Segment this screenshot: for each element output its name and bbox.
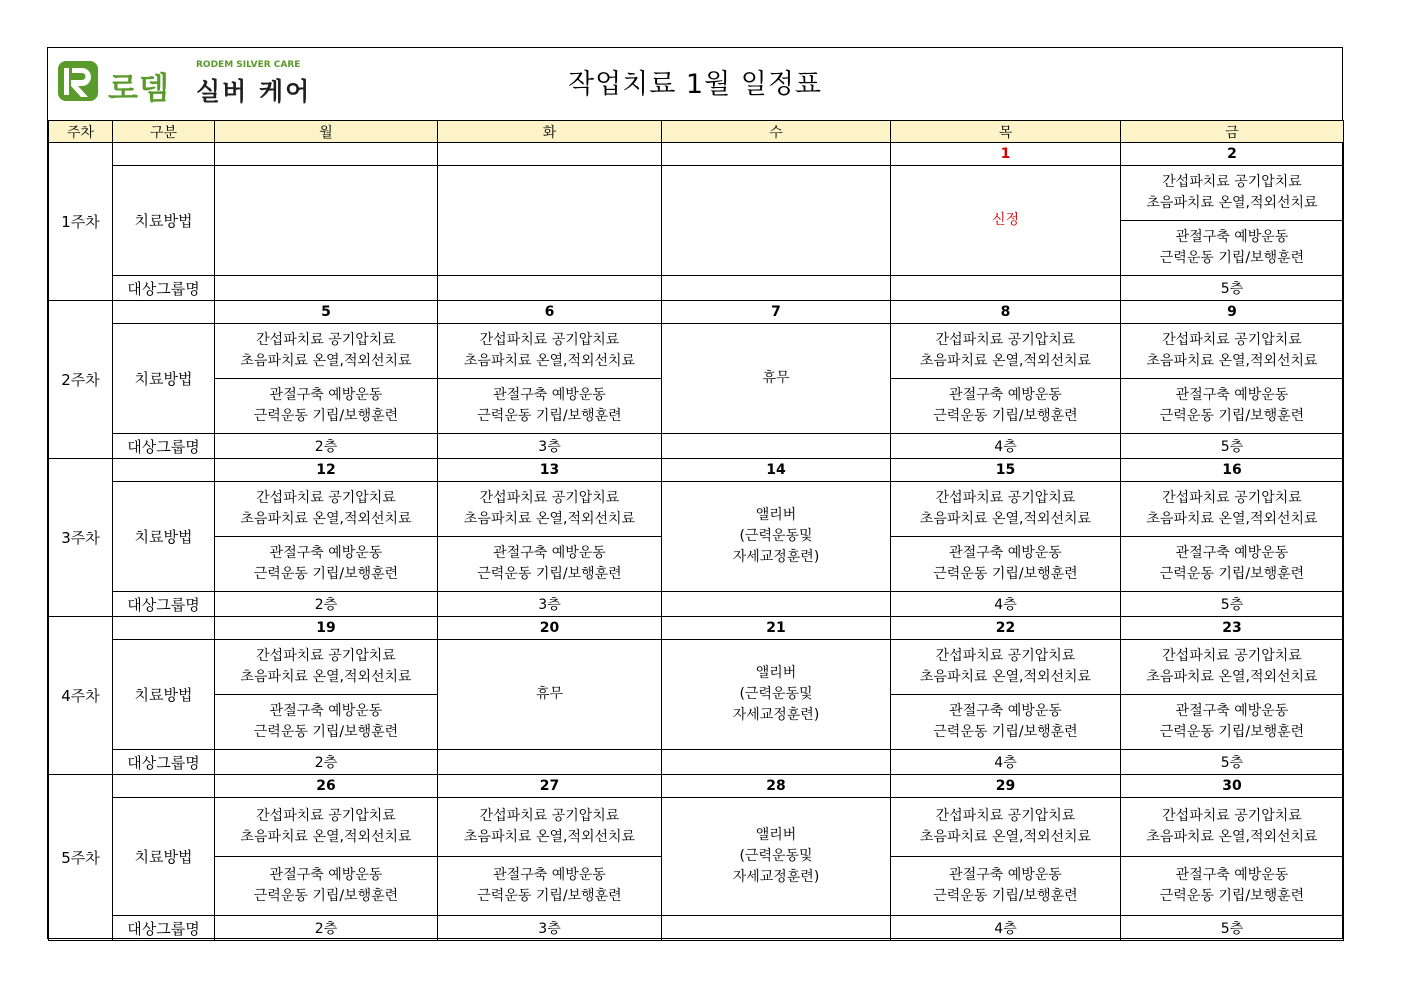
therapy-text: 간섭파치료 공기압치료 (1162, 332, 1302, 348)
week5-date-row (49, 775, 1344, 798)
date-cell: 7 (662, 301, 891, 324)
therapy-text: 간섭파치료 공기압치료 (935, 332, 1076, 348)
group-cell: 2층 (215, 592, 438, 617)
therapy-text: 초음파치료 온열,적외선치료 (463, 511, 636, 527)
therapy-cell-b (215, 857, 438, 916)
header-wed: 수 (662, 121, 891, 143)
group-label: 대상그룹명 (113, 750, 215, 775)
method-label: 치료방법 (113, 166, 215, 276)
date-cell: 20 (438, 617, 662, 640)
group-cell: 2층 (215, 916, 438, 941)
therapy-cell-a (215, 324, 438, 379)
therapy-text: 근력운동 기립/보행훈련 (253, 408, 399, 424)
therapy-text: 초음파치료 온열,적외선치료 (240, 353, 412, 369)
week4-group-row (49, 750, 1344, 775)
group-label: 대상그룹명 (113, 276, 215, 301)
therapy-cell-a (891, 798, 1121, 857)
off-text: 휴무 (535, 686, 564, 702)
week4-date-row (49, 617, 1344, 640)
group-cell: 5층 (1121, 276, 1344, 301)
method-label: 치료방법 (113, 482, 215, 592)
header-mon: 월 (215, 121, 438, 143)
off-cell (662, 324, 891, 434)
group-label: 대상그룹명 (113, 592, 215, 617)
week-label: 2주차 (49, 301, 113, 459)
therapy-cell-b (1121, 221, 1344, 276)
therapy-text: 관절구축 예방운동 (949, 703, 1062, 719)
therapy-cell-empty (215, 166, 438, 276)
date-row-label (113, 775, 215, 798)
therapy-text: 관절구축 예방운동 (269, 703, 383, 719)
group-cell: 3층 (438, 434, 662, 459)
therapy-text: 근력운동 기립/보행훈련 (1159, 566, 1305, 582)
date-cell (662, 143, 891, 166)
therapy-cell-empty (662, 166, 891, 276)
therapy-text: 근력운동 기립/보행훈련 (253, 888, 399, 904)
group-cell (662, 434, 891, 459)
therapy-text: 근력운동 기립/보행훈련 (933, 724, 1078, 740)
group-cell: 2층 (215, 434, 438, 459)
week2-therapy-row (49, 324, 1344, 379)
therapy-text: 간섭파치료 공기압치료 (479, 490, 620, 506)
date-cell: 5 (215, 301, 438, 324)
therapy-text: 관절구축 예방운동 (493, 387, 606, 403)
week-label: 4주차 (49, 617, 113, 775)
therapy-cell-a (438, 482, 662, 537)
date-cell: 22 (891, 617, 1121, 640)
group-cell: 2층 (215, 750, 438, 775)
therapy-text: 간섭파치료 공기압치료 (479, 808, 620, 824)
therapy-text: 관절구축 예방운동 (1175, 545, 1289, 561)
therapy-text: 근력운동 기립/보행훈련 (253, 566, 399, 582)
date-cell: 15 (891, 459, 1121, 482)
header-thu: 목 (891, 121, 1121, 143)
group-cell: 5층 (1121, 434, 1344, 459)
therapy-text: 관절구축 예방운동 (1175, 867, 1289, 883)
date-cell: 29 (891, 775, 1121, 798)
group-cell: 5층 (1121, 750, 1344, 775)
group-cell: 4층 (891, 750, 1121, 775)
therapy-text: 근력운동 기립/보행훈련 (477, 408, 622, 424)
date-cell: 30 (1121, 775, 1344, 798)
therapy-cell-a (891, 324, 1121, 379)
elliver-text: (근력운동및 (739, 848, 813, 864)
therapy-cell-b (438, 537, 662, 592)
therapy-text: 간섭파치료 공기압치료 (935, 648, 1076, 664)
therapy-cell-b (891, 379, 1121, 434)
therapy-text: 관절구축 예방운동 (949, 545, 1062, 561)
date-cell: 27 (438, 775, 662, 798)
date-row-label (113, 143, 215, 166)
elliver-cell (662, 640, 891, 750)
therapy-text: 근력운동 기립/보행훈련 (1159, 408, 1305, 424)
therapy-text: 근력운동 기립/보행훈련 (477, 566, 622, 582)
date-cell (438, 143, 662, 166)
schedule-table (48, 120, 1344, 941)
therapy-text: 근력운동 기립/보행훈련 (1159, 724, 1305, 740)
therapy-cell-a (215, 482, 438, 537)
therapy-text: 관절구축 예방운동 (269, 387, 383, 403)
page-title: 작업치료 1월 일정표 (568, 69, 822, 100)
group-cell (662, 750, 891, 775)
therapy-cell-a (891, 482, 1121, 537)
week1-therapy-row (49, 166, 1344, 221)
off-cell (438, 640, 662, 750)
elliver-text: 자세교정훈련) (732, 549, 820, 565)
therapy-cell-b (891, 857, 1121, 916)
therapy-text: 관절구축 예방운동 (493, 867, 606, 883)
group-cell (438, 276, 662, 301)
group-label: 대상그룹명 (113, 916, 215, 941)
elliver-text: (근력운동및 (739, 528, 813, 544)
date-cell-holiday: 1 (891, 143, 1121, 166)
logo-english-name: RODEM SILVER CARE (196, 60, 301, 70)
date-cell: 6 (438, 301, 662, 324)
week-label: 5주차 (49, 775, 113, 941)
therapy-text: 간섭파치료 공기압치료 (935, 490, 1076, 506)
date-row-label (113, 301, 215, 324)
therapy-text: 초음파치료 온열,적외선치료 (1146, 669, 1318, 685)
therapy-text: 관절구축 예방운동 (269, 545, 383, 561)
therapy-cell-a (1121, 640, 1344, 695)
therapy-text: 간섭파치료 공기압치료 (479, 332, 620, 348)
therapy-cell-a (438, 798, 662, 857)
week1-group-row (49, 276, 1344, 301)
group-cell (662, 916, 891, 941)
therapy-text: 관절구축 예방운동 (949, 387, 1062, 403)
group-cell: 4층 (891, 916, 1121, 941)
logo-korean-subtitle: 실버 케어 (196, 77, 312, 106)
group-label: 대상그룹명 (113, 434, 215, 459)
therapy-text: 초음파치료 온열,적외선치료 (1146, 829, 1318, 845)
week5-group-row (49, 916, 1344, 941)
therapy-text: 관절구축 예방운동 (1175, 229, 1289, 245)
therapy-cell-a (438, 324, 662, 379)
week2-date-row (49, 301, 1344, 324)
therapy-text: 초음파치료 온열,적외선치료 (1146, 511, 1318, 527)
date-row-label (113, 617, 215, 640)
therapy-text: 간섭파치료 공기압치료 (256, 332, 396, 348)
date-cell: 28 (662, 775, 891, 798)
therapy-text: 간섭파치료 공기압치료 (1162, 490, 1302, 506)
week1-date-row (49, 143, 1344, 166)
date-cell: 2 (1121, 143, 1344, 166)
date-cell: 8 (891, 301, 1121, 324)
date-cell: 13 (438, 459, 662, 482)
date-cell (215, 143, 438, 166)
therapy-text: 관절구축 예방운동 (1175, 387, 1289, 403)
logo-korean-name: 로뎀 (108, 71, 170, 107)
elliver-text: 앨리버 (755, 827, 797, 843)
week3-therapy-row (49, 482, 1344, 537)
therapy-text: 간섭파치료 공기압치료 (1162, 648, 1302, 664)
therapy-text: 근력운동 기립/보행훈련 (253, 724, 399, 740)
group-cell (662, 276, 891, 301)
therapy-cell-b (891, 537, 1121, 592)
therapy-text: 관절구축 예방운동 (1175, 703, 1289, 719)
therapy-cell-a (891, 640, 1121, 695)
group-cell (215, 276, 438, 301)
therapy-text: 초음파치료 온열,적외선치료 (240, 511, 412, 527)
elliver-text: 앨리버 (755, 665, 797, 681)
group-cell: 4층 (891, 434, 1121, 459)
week4-therapy-row (49, 640, 1344, 695)
elliver-text: 자세교정훈련) (732, 869, 820, 885)
therapy-cell-b (1121, 695, 1344, 750)
holiday-cell (891, 166, 1121, 276)
therapy-text: 근력운동 기립/보행훈련 (933, 566, 1078, 582)
therapy-cell-a (1121, 166, 1344, 221)
therapy-text: 초음파치료 온열,적외선치료 (1146, 353, 1318, 369)
therapy-text: 간섭파치료 공기압치료 (256, 648, 396, 664)
schedule-sheet (47, 47, 1343, 939)
therapy-cell-b (215, 537, 438, 592)
therapy-text: 초음파치료 온열,적외선치료 (919, 353, 1092, 369)
group-cell: 3층 (438, 592, 662, 617)
week-label: 1주차 (49, 143, 113, 301)
therapy-cell-a (1121, 482, 1344, 537)
date-cell: 26 (215, 775, 438, 798)
therapy-text: 근력운동 기립/보행훈련 (1159, 250, 1305, 266)
elliver-cell (662, 798, 891, 916)
therapy-text: 간섭파치료 공기압치료 (1162, 174, 1302, 190)
therapy-text: 관절구축 예방운동 (949, 867, 1062, 883)
therapy-text: 초음파치료 온열,적외선치료 (240, 669, 412, 685)
therapy-text: 초음파치료 온열,적외선치료 (463, 829, 636, 845)
date-cell: 21 (662, 617, 891, 640)
therapy-text: 관절구축 예방운동 (493, 545, 606, 561)
elliver-text: (근력운동및 (739, 686, 813, 702)
therapy-cell-b (1121, 857, 1344, 916)
therapy-text: 근력운동 기립/보행훈련 (933, 888, 1078, 904)
therapy-text: 초음파치료 온열,적외선치료 (919, 511, 1092, 527)
therapy-text: 초음파치료 온열,적외선치료 (919, 669, 1092, 685)
therapy-text: 근력운동 기립/보행훈련 (933, 408, 1078, 424)
therapy-text: 관절구축 예방운동 (269, 867, 383, 883)
group-cell: 3층 (438, 916, 662, 941)
header-tue: 화 (438, 121, 662, 143)
date-cell: 19 (215, 617, 438, 640)
therapy-text: 간섭파치료 공기압치료 (256, 490, 396, 506)
week5-therapy-row (49, 798, 1344, 857)
group-cell: 5층 (1121, 916, 1344, 941)
therapy-cell-a (215, 798, 438, 857)
elliver-text: 앨리버 (755, 507, 797, 523)
group-cell (891, 276, 1121, 301)
therapy-text: 초음파치료 온열,적외선치료 (240, 829, 412, 845)
header-row (49, 121, 1344, 143)
group-cell (438, 750, 662, 775)
therapy-text: 간섭파치료 공기압치료 (1162, 808, 1302, 824)
therapy-cell-a (1121, 798, 1344, 857)
therapy-cell-b (438, 857, 662, 916)
group-cell: 5층 (1121, 592, 1344, 617)
group-cell (662, 592, 891, 617)
therapy-text: 근력운동 기립/보행훈련 (477, 888, 622, 904)
elliver-text: 자세교정훈련) (732, 707, 820, 723)
therapy-cell-b (1121, 379, 1344, 434)
therapy-text: 초음파치료 온열,적외선치료 (919, 829, 1092, 845)
date-cell: 23 (1121, 617, 1344, 640)
therapy-cell-b (215, 695, 438, 750)
therapy-text: 초음파치료 온열,적외선치료 (463, 353, 636, 369)
therapy-cell-b (1121, 537, 1344, 592)
therapy-cell-b (891, 695, 1121, 750)
elliver-cell (662, 482, 891, 592)
header-fri: 금 (1121, 121, 1344, 143)
off-text: 휴무 (762, 370, 790, 386)
therapy-text: 근력운동 기립/보행훈련 (1159, 888, 1305, 904)
method-label: 치료방법 (113, 324, 215, 434)
header-category: 구분 (113, 121, 215, 143)
therapy-text: 간섭파치료 공기압치료 (935, 808, 1076, 824)
therapy-cell-a (215, 640, 438, 695)
title-bar (48, 48, 1342, 120)
week2-group-row (49, 434, 1344, 459)
therapy-cell-b (438, 379, 662, 434)
date-row-label (113, 459, 215, 482)
week3-group-row (49, 592, 1344, 617)
method-label: 치료방법 (113, 640, 215, 750)
holiday-text: 신정 (991, 212, 1020, 228)
therapy-text: 초음파치료 온열,적외선치료 (1146, 195, 1318, 211)
header-week: 주차 (49, 121, 113, 143)
date-cell: 12 (215, 459, 438, 482)
therapy-text: 간섭파치료 공기압치료 (256, 808, 396, 824)
therapy-cell-empty (438, 166, 662, 276)
date-cell: 14 (662, 459, 891, 482)
group-cell: 4층 (891, 592, 1121, 617)
week3-date-row (49, 459, 1344, 482)
therapy-cell-b (215, 379, 438, 434)
week-label: 3주차 (49, 459, 113, 617)
therapy-cell-a (1121, 324, 1344, 379)
date-cell: 16 (1121, 459, 1344, 482)
date-cell: 9 (1121, 301, 1344, 324)
method-label: 치료방법 (113, 798, 215, 916)
